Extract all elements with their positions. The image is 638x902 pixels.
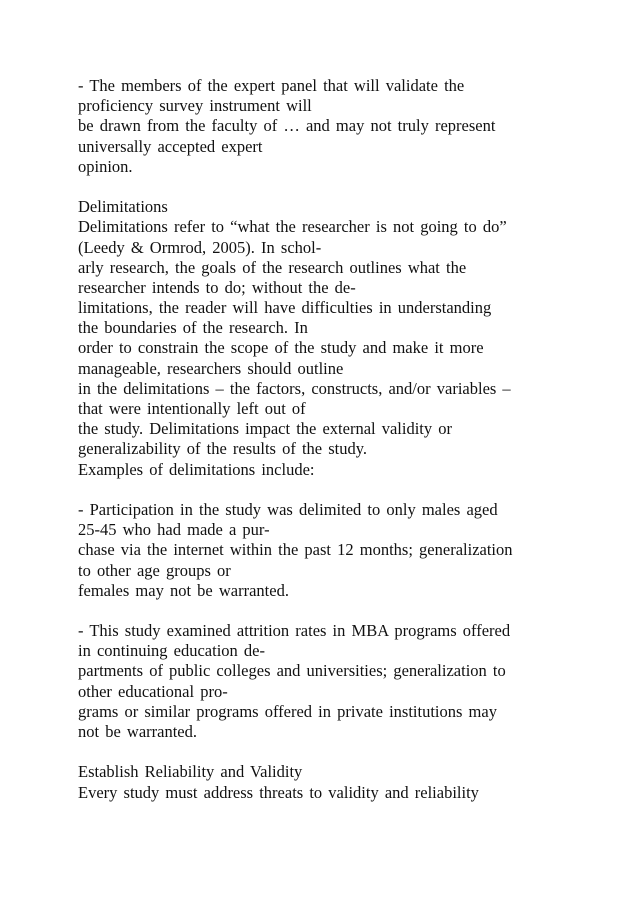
- text-line: Every study must address threats to validity and reliability: [78, 782, 479, 802]
- text-line: - Participation in the study was delimited to only males aged: [78, 499, 498, 519]
- paragraph-spacer: [78, 480, 618, 500]
- text-line: - This study examined attrition rates in MBA programs offered: [78, 621, 511, 641]
- text-line: the boundaries of the research. In: [78, 318, 308, 338]
- text-line: that were intentionally left out of: [78, 399, 306, 418]
- paragraph-example-attrition: [78, 621, 618, 742]
- text-line: limitations, the reader will have difficulties in understanding: [78, 298, 492, 318]
- text-line: (Leedy & Ormrod, 2005). In schol-: [78, 237, 322, 257]
- text-line: other educational pro-: [78, 681, 228, 701]
- text-line: researcher intends to do; without the de-: [78, 277, 356, 297]
- text-line: Examples of delimitations include:: [78, 459, 315, 479]
- paragraph-reliability: [78, 783, 618, 803]
- text-line: chase via the internet within the past 12 months; generalization: [78, 540, 513, 560]
- text-line: partments of public colleges and universities; generalization to: [78, 661, 506, 681]
- text-line: grams or similar programs offered in private institutions may: [78, 701, 497, 721]
- text-line: proficiency survey instrument will: [78, 96, 312, 116]
- text-line: order to constrain the scope of the study and make it more: [78, 338, 484, 358]
- paragraph-spacer: [78, 601, 618, 621]
- text-line: the study. Delimitations impact the external validity or: [78, 419, 453, 439]
- text-line: arly research, the goals of the research outlines what the: [78, 257, 467, 277]
- text-line: be drawn from the faculty of … and may not truly represent: [78, 116, 496, 136]
- text-line: generalizability of the results of the study.: [78, 439, 368, 459]
- text-line: 25-45 who had made a pur-: [78, 520, 270, 540]
- text-line: manageable, researchers should outline: [78, 358, 344, 378]
- section-heading-delimitations: Delimitations: [78, 197, 168, 217]
- text-line: not be warranted.: [78, 722, 197, 741]
- paragraph-spacer: [78, 177, 618, 197]
- text-line: opinion.: [78, 156, 133, 176]
- paragraph-delimitations: [78, 217, 618, 479]
- paragraph-expert-panel: [78, 76, 618, 177]
- text-line: to other age groups or: [78, 560, 231, 580]
- text-line: Delimitations refer to “what the researcher is not going to do”: [78, 217, 507, 237]
- text-line: in continuing education de-: [78, 641, 265, 661]
- document-page: [78, 76, 618, 803]
- text-line: universally accepted expert: [78, 136, 263, 156]
- text-line: females may not be warranted.: [78, 580, 289, 600]
- text-line: - The members of the expert panel that will validate the: [78, 76, 465, 95]
- text-line: in the delimitations – the factors, constructs, and/or variables –: [78, 378, 511, 398]
- paragraph-example-participation: [78, 500, 618, 601]
- section-heading-reliability-validity: Establish Reliability and Validity: [78, 762, 303, 782]
- paragraph-spacer: [78, 742, 618, 762]
